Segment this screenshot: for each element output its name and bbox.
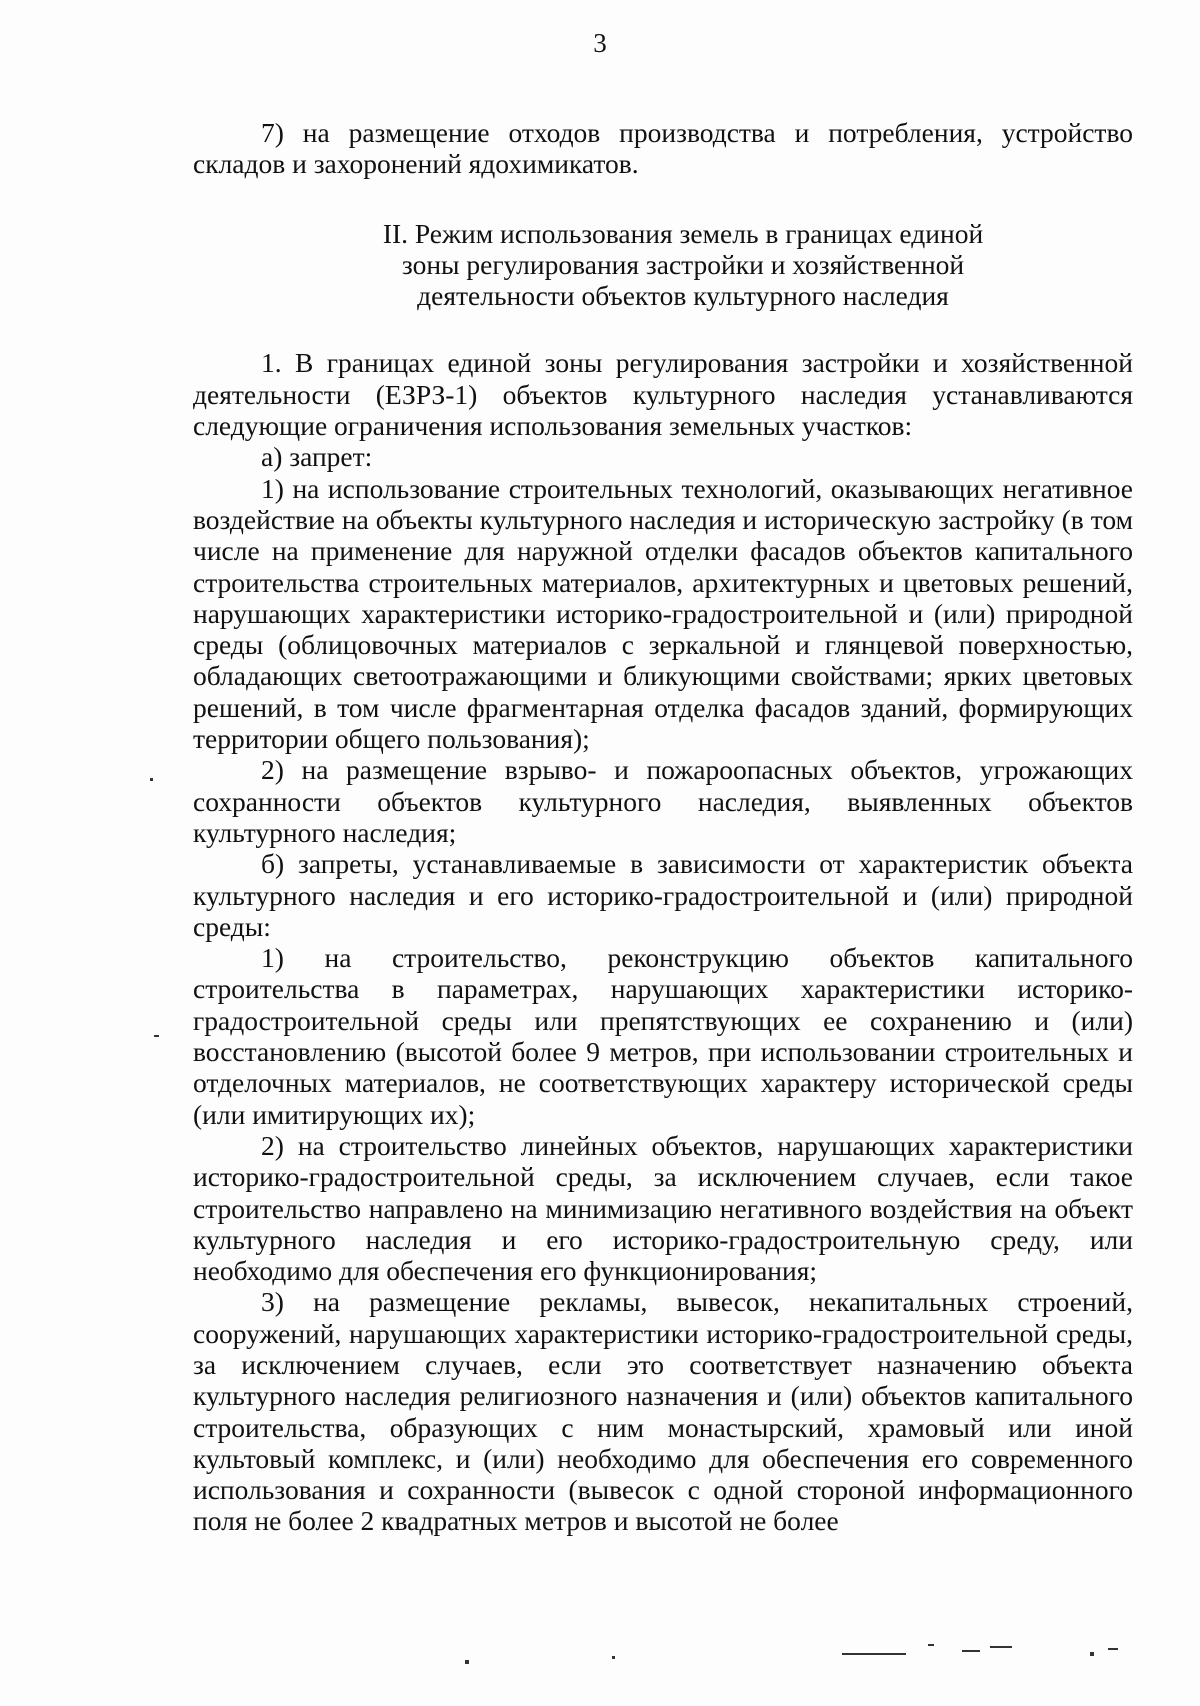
scan-mark [154, 1035, 159, 1037]
section-heading [193, 218, 1133, 312]
scan-mark [990, 1646, 1012, 1648]
document-body [193, 117, 1133, 1537]
page-number: 3 [593, 28, 607, 58]
paragraph-clause-1: 1. В границах единой зоны регулирования застройки и хозяйственной деятельности (ЕЗРЗ-1) объектов культурного наследия устанавливаются следующие ограничения использования земельных участков: [193, 347, 1133, 442]
paragraph-b-item-3: 3) на размещение рекламы, вывесок, некапитальных строений, сооружений, нарушающих характеристики историко-градостроительной среды, за исключением случаев, если это соответствует назначению объекта культурного наследия религиозного назначения и (или) объектов капитального строительства, образующих с ним монастырский, храмовый или иной культовый комплекс, и (или) необходимо для обеспечения его современного использования и сохранности (вывесок с одной стороной информационного поля не более 2 квадратных метров и высотой не более [193, 1286, 1133, 1537]
scan-mark [1108, 1648, 1118, 1650]
scan-mark [928, 1644, 934, 1646]
paragraph-a-item-1: 1) на использование строительных технологий, оказывающих негативное воздействие на объекты культурного наследия и историческую застройку (в том числе на применение для наружной отделки фасадов объектов капитального строительства строительных материалов, архитектурных и цветовых решений, нарушающих характеристики историко-градостроительной и (или) природной среды (облицовочных материалов с зеркальной и глянцевой поверхностью, обладающих светоотражающими и бликующими свойствами; ярких цветовых решений, в том числе фрагментарная отделка фасадов зданий, формирующих территории общего пользования); [193, 472, 1133, 755]
section-heading-line-1: II. Режим использования земель в границах единой [382, 217, 984, 249]
scan-mark [962, 1650, 980, 1652]
paragraph-a-item-2: 2) на размещение взрыво- и пожароопасных объектов, угрожающих сохранности объектов культурного наследия, выявленных объектов культурного наследия; [193, 754, 1133, 848]
scan-mark [150, 778, 153, 781]
scan-mark [1090, 1652, 1094, 1656]
paragraph-b-item-1: 1) на строительство, реконструкцию объектов капитального строительства в параметрах, нарушающих характеристики историко-градостроительной среды или препятствующих ее сохранению и (или) восстановлению (высотой более 9 метров, при использовании строительных и отделочных материалов, не соответствующих характеру исторической среды (или имитирующих их); [193, 942, 1133, 1130]
paragraph-subclause-b: б) запреты, устанавливаемые в зависимости от характеристик объекта культурного наследия и его историко-градостроительной и (или) природной среды: [193, 848, 1133, 942]
scan-mark [842, 1653, 906, 1655]
paragraph-b-item-2: 2) на строительство линейных объектов, нарушающих характеристики историко-градостроительной среды, за исключением случаев, если такое строительство направлено на минимизацию негативного воздействия на объект культурного наследия и его историко-градостроительную среду, или необходимо для обеспечения его функционирования; [193, 1129, 1133, 1287]
scan-mark [612, 1656, 615, 1659]
paragraph-subclause-a: а) запрет: [261, 441, 373, 473]
scan-mark [465, 1660, 469, 1664]
section-heading-line-2: зоны регулирования застройки и хозяйственной [401, 248, 965, 280]
paragraph-item-7: 7) на размещение отходов производства и потребления, устройство складов и захоронений ядохимикатов. [193, 117, 1133, 180]
section-heading-line-3: деятельности объектов культурного наследия [417, 280, 949, 312]
